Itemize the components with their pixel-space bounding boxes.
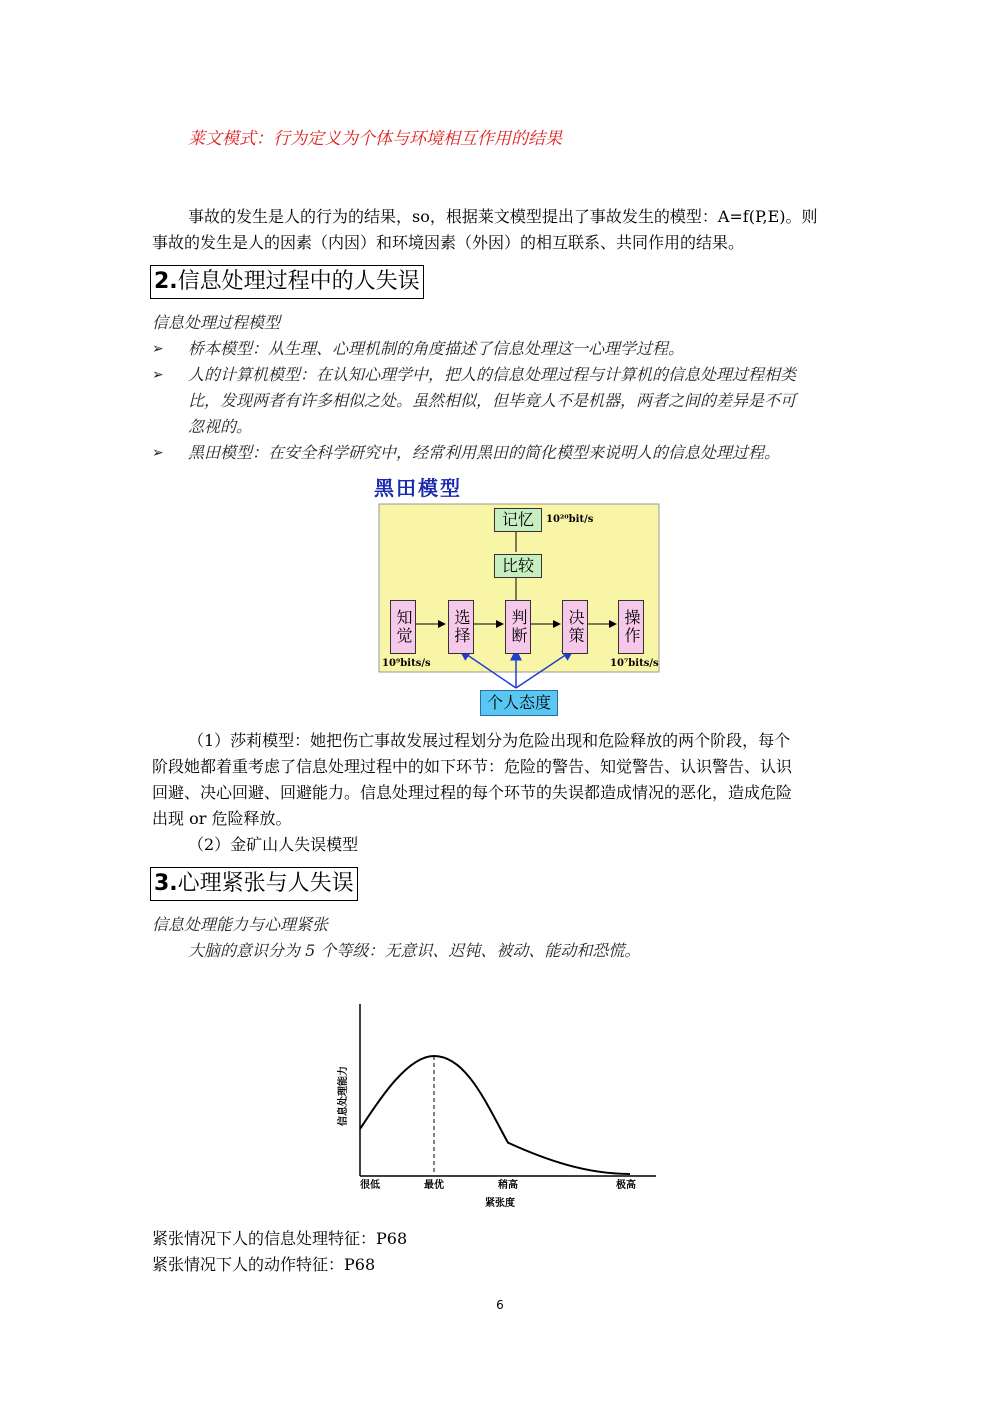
x-tick-label: 稍高 xyxy=(498,1180,518,1191)
section-2-number: 2. xyxy=(154,269,178,294)
bullet-arrow-icon: ➢ xyxy=(152,367,164,383)
step-select-box: 选择 xyxy=(448,600,474,654)
bullet-arrow-icon: ➢ xyxy=(152,445,164,461)
section-2-title: 信息处理过程中的人失误 xyxy=(177,269,420,294)
memory-box: 记忆 xyxy=(494,508,542,532)
section-2-heading xyxy=(150,265,424,299)
sally-line: 出现 or 危险释放。 xyxy=(152,809,292,828)
bullet-line: 忽视的。 xyxy=(188,417,253,436)
x-tick-label: 最优 xyxy=(424,1180,444,1191)
rate-right: 10⁷bits/s xyxy=(610,658,659,669)
model-bullet-list xyxy=(152,336,852,466)
bullet-line: 桥本模型：从生理、心理机制的角度描述了信息处理这一心理学过程。 xyxy=(188,339,685,358)
stress-info-feature: 紧张情况下人的信息处理特征：P68 xyxy=(152,1229,408,1248)
sally-line: 阶段她都着重考虑了信息处理过程中的如下环节：危险的警告、知觉警告、认识警告、认识 xyxy=(152,757,793,776)
step-perceive-box: 知觉 xyxy=(390,600,416,654)
accident-line-1: 事故的发生是人的行为的结果，so，根据莱文模型提出了事故发生的模型：A=f(P,E)。则 xyxy=(188,207,818,226)
consciousness-levels: 大脑的意识分为 5 个等级：无意识、迟钝、被动、能动和恐慌。 xyxy=(188,941,641,960)
x-tick-label: 极高 xyxy=(616,1180,636,1191)
bullet-item-hashimoto xyxy=(152,336,852,362)
bullet-item-computer xyxy=(152,362,852,440)
accident-paragraph xyxy=(152,204,852,256)
levin-model-title: 莱文模式：行为定义为个体与环境相互作用的结果 xyxy=(188,129,562,149)
bullet-line: 人的计算机模型：在认知心理学中，把人的信息处理过程与计算机的信息处理过程相类 xyxy=(188,365,797,384)
stress-capacity-chart xyxy=(336,996,666,1216)
bullet-line: 黑田模型：在安全科学研究中，经常利用黑田的简化模型来说明人的信息处理过程。 xyxy=(188,443,781,462)
accident-line-2: 事故的发生是人的因素（内因）和环境因素（外因）的相互联系、共同作用的结果。 xyxy=(152,233,745,252)
capacity-curve xyxy=(360,1056,630,1174)
step-decide-box: 决策 xyxy=(562,600,588,654)
bullet-arrow-icon: ➢ xyxy=(152,341,164,357)
info-model-subtitle: 信息处理过程模型 xyxy=(152,313,281,332)
x-axis-label: 紧张度 xyxy=(485,1198,515,1209)
capacity-subtitle: 信息处理能力与心理紧张 xyxy=(152,915,329,934)
kuroda-diagram-title: 黑田模型 xyxy=(374,476,462,500)
step-judge-box: 判断 xyxy=(505,600,531,654)
rate-left: 10⁹bits/s xyxy=(382,658,431,669)
y-axis-label: 信息处理能力 xyxy=(338,1066,349,1126)
page-number: 6 xyxy=(496,1298,504,1312)
section-3-title: 心理紧张与人失误 xyxy=(177,871,354,896)
x-tick-label: 很低 xyxy=(360,1180,380,1191)
bullet-line: 比，发现两者有许多相似之处。虽然相似，但毕竟人不是机器，两者之间的差异是不可 xyxy=(188,391,797,410)
kuroda-diagram xyxy=(376,500,676,722)
sally-paragraph xyxy=(152,728,852,858)
compare-box: 比较 xyxy=(494,554,542,578)
goldmine-line: （2）金矿山人失误模型 xyxy=(188,835,359,854)
section-3-heading xyxy=(150,867,358,901)
bullet-item-kuroda xyxy=(152,440,852,466)
step-operate-box: 操作 xyxy=(618,600,644,654)
sally-line: 回避、决心回避、回避能力。信息处理过程的每个环节的失误都造成情况的恶化，造成危险 xyxy=(152,783,793,802)
memory-rate: 10²⁰bit/s xyxy=(546,514,594,525)
sally-line: （1）莎莉模型：她把伤亡事故发展过程划分为危险出现和危险释放的两个阶段，每个 xyxy=(188,731,791,750)
section-3-number: 3. xyxy=(154,871,178,896)
attitude-box: 个人态度 xyxy=(480,690,558,716)
stress-action-feature: 紧张情况下人的动作特征：P68 xyxy=(152,1255,376,1274)
